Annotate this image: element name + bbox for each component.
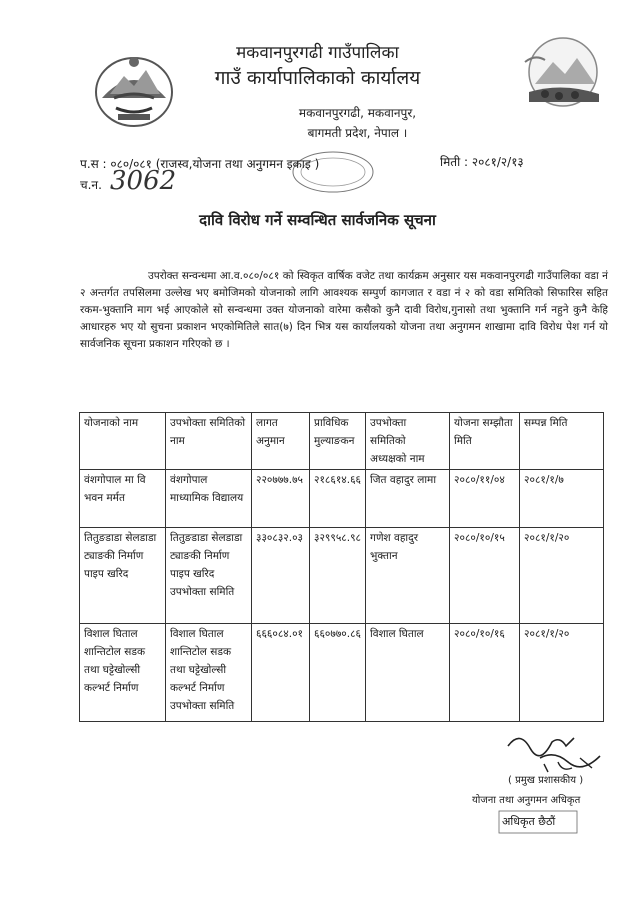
table-cell: २०८०/१०/१६ <box>450 624 520 722</box>
table-cell: २०८१/१/२० <box>520 528 604 624</box>
municipality-name: मकवानपुरगढी गाउँपालिका <box>236 43 399 63</box>
table-cell: २२०७७७.७५ <box>252 470 310 528</box>
col-header-estimate: लागत अनुमान <box>252 413 310 470</box>
table-cell: गणेश वहादुर भुक्तान <box>366 528 450 624</box>
col-header-project: योजनाको नाम <box>80 413 166 470</box>
signatory-role: ( प्रमुख प्रशासकीय ) <box>508 775 584 786</box>
signatory-title: अधिकृत छैठौं <box>502 815 556 828</box>
table-cell: ६६६०८४.०१ <box>252 624 310 722</box>
table-cell: ३२९९५८.९८ <box>310 528 366 624</box>
table-cell: वंशगोपाल माध्यामिक विद्यालय <box>166 470 252 528</box>
col-header-committee: उपभोक्ता समितिको नाम <box>166 413 252 470</box>
address-line-1: मकवानपुरगढी, मकवानपुर, <box>298 106 417 120</box>
table-cell: विशाल घिताल शान्तिटोल सडक तथा घट्टेखोल्सी कल्भर्ट निर्माण <box>80 624 166 722</box>
table-cell: वंशगोपाल मा वि भवन मर्मत <box>80 470 166 528</box>
notice-title: दावि विरोध गर्ने सम्वन्धित सार्वजनिक सूचना <box>199 211 436 229</box>
table-header-row <box>80 413 604 470</box>
table-cell: जित वहादुर लामा <box>366 470 450 528</box>
table-cell: २०८०/१०/१५ <box>450 528 520 624</box>
table-cell: तितुङडाडा सेलडाडा ट्याङकी निर्माण पाइप खरिद उपभोक्ता समिति <box>166 528 252 624</box>
notice-date: मिती : २०८१/२/१३ <box>440 155 524 169</box>
col-header-completion-date: सम्पन्न मिति <box>520 413 604 470</box>
col-header-agreement-date: योजना सम्झौता मिति <box>450 413 520 470</box>
table-cell: ६६०७७०.८६ <box>310 624 366 722</box>
dispatch-number: 3062 <box>110 166 177 196</box>
office-name: गाउँ कार्यापालिकाको कार्यालय <box>214 67 421 89</box>
table-cell: २०८१/१/७ <box>520 470 604 528</box>
col-header-evaluation: प्राविधिक मुल्याङकन <box>310 413 366 470</box>
table-cell: विशाल घिताल <box>366 624 450 722</box>
table-row <box>80 624 604 722</box>
table-cell: विशाल घिताल शान्तिटोल सडक तथा घट्टेखोल्सी कल्भर्ट निर्माण उपभोक्ता समिति <box>166 624 252 722</box>
table-cell: तितुङडाडा सेलडाडा ट्याङकी निर्माण पाइप खरिद <box>80 528 166 624</box>
signatory-department: योजना तथा अनुगमन अधिकृत <box>472 795 581 806</box>
project-table <box>79 412 604 722</box>
address-line-2: बागमती प्रदेश, नेपाल । <box>307 126 408 140</box>
reference-number: प.स : ०८०/०८१ (राजस्व,योजना तथा अनुगमन इकाइ ) <box>80 157 320 171</box>
table-row <box>80 470 604 528</box>
table-cell: ३३०८३२.०३ <box>252 528 310 624</box>
table-cell: २१८६१४.६६ <box>310 470 366 528</box>
table-row <box>80 528 604 624</box>
table-cell: २०८१/१/२० <box>520 624 604 722</box>
col-header-chairperson: उपभोक्ता समितिको अध्यक्षको नाम <box>366 413 450 470</box>
notice-body: उपरोक्त सन्वन्धमा आ.व.०८०/०८१ को स्विकृत वार्षिक वजेट तथा कार्यक्रम अनुसार यस मकवानपुरगढी गाउँपालिका वडा नं २ अन्तर्गत तपसिलमा उल्लेख भए बमोजिमको योजनाको लागि आवश्यक सम्पुर्ण कागजात र वडा नं २ को वडा समितिको सिफारिस सहित रकम-भुक्तानि माग भई आएकोले सो सन्वन्धमा उक्त योजनाको वारेमा कसैको कुनै दावी विरोध,गुनासो तथा भुक्तानि गर्न नहुने कुनै केहि आधारहरु भए यो सुचना प्रकाशन भएकोमितिले सात(७) दिन भित्र यस कार्यालयको योजना तथा अनुगमन शाखामा दावि विरोध पेश गर्न यो सार्वजनिक सूचना प्रकाशन गरिएको छ । <box>80 270 608 350</box>
table-cell: २०८०/११/०४ <box>450 470 520 528</box>
dispatch-label: च.न. <box>80 178 102 192</box>
